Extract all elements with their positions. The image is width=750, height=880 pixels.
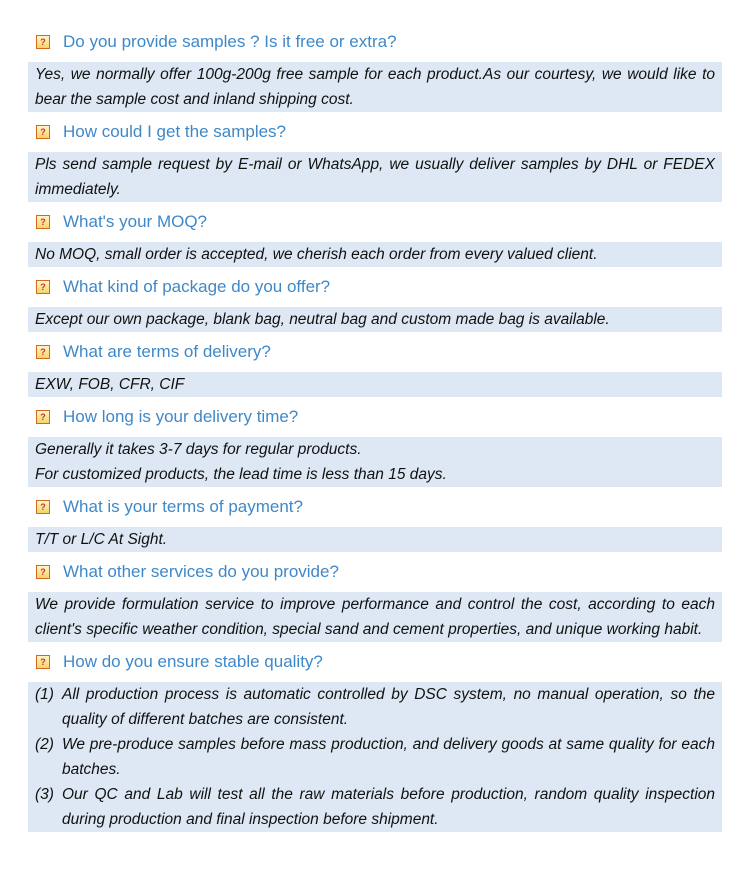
list-number: (1) [35,686,54,703]
answer-list-item [35,782,715,832]
faq-question [28,267,722,307]
faq-answer [28,242,722,267]
answer-text: For customized products, the lead time is less than 15 days. [35,466,447,483]
question-mark-icon: ? [36,345,50,359]
faq-answer [28,682,722,832]
list-number: (2) [35,736,54,753]
question-mark-icon: ? [36,565,50,579]
answer-text: Except our own package, blank bag, neutral bag and custom made bag is available. [35,311,610,328]
answer-text: EXW, FOB, CFR, CIF [35,376,185,393]
answer-list-item [35,682,715,732]
faq-answer [28,307,722,332]
list-text: Our QC and Lab will test all the raw materials before production, random quality inspection during production and final inspection before shipment. [62,786,715,828]
faq-answer [28,527,722,552]
faq-question [28,487,722,527]
question-mark-icon: ? [36,215,50,229]
question-text: What other services do you provide? [63,562,339,581]
question-text: How could I get the samples? [63,122,287,141]
answer-text: Yes, we normally offer 100g-200g free sample for each product.As our courtesy, we would like to bear the sample cost and inland shipping cost. [35,66,715,108]
faq-question [28,202,722,242]
answer-text: No MOQ, small order is accepted, we cherish each order from every valued client. [35,246,598,263]
faq-answer [28,62,722,112]
question-mark-icon: ? [36,410,50,424]
question-text: Do you provide samples ? Is it free or extra? [63,32,397,51]
question-text: What kind of package do you offer? [63,277,331,296]
answer-text: T/T or L/C At Sight. [35,531,168,548]
faq-answer [28,372,722,397]
faq-answer [28,152,722,202]
faq-question [28,552,722,592]
faq-list [28,22,722,832]
answer-list-item [35,732,715,782]
answer-text: We provide formulation service to improve performance and control the cost, according to each client's specific weather condition, special sand and cement properties, and unique working habit. [35,596,715,638]
question-mark-icon: ? [36,125,50,139]
faq-question [28,397,722,437]
faq-question [28,332,722,372]
faq-question [28,112,722,152]
question-mark-icon: ? [36,655,50,669]
list-text: We pre-produce samples before mass production, and delivery goods at same quality for each batches. [62,736,715,778]
question-text: What are terms of delivery? [63,342,271,361]
faq-question [28,642,722,682]
question-mark-icon: ? [36,500,50,514]
question-mark-icon: ? [36,35,50,49]
faq-question [28,22,722,62]
list-number: (3) [35,786,54,803]
question-text: How do you ensure stable quality? [63,652,323,671]
answer-text: Pls send sample request by E-mail or WhatsApp, we usually deliver samples by DHL or FEDEX immediately. [35,156,715,198]
answer-text: Generally it takes 3-7 days for regular products. [35,441,362,458]
faq-answer [28,437,722,487]
list-text: All production process is automatic controlled by DSC system, no manual operation, so the quality of different batches are consistent. [62,686,715,728]
faq-answer [28,592,722,642]
question-text: How long is your delivery time? [63,407,299,426]
question-text: What is your terms of payment? [63,497,303,516]
question-text: What's your MOQ? [63,212,208,231]
question-mark-icon: ? [36,280,50,294]
